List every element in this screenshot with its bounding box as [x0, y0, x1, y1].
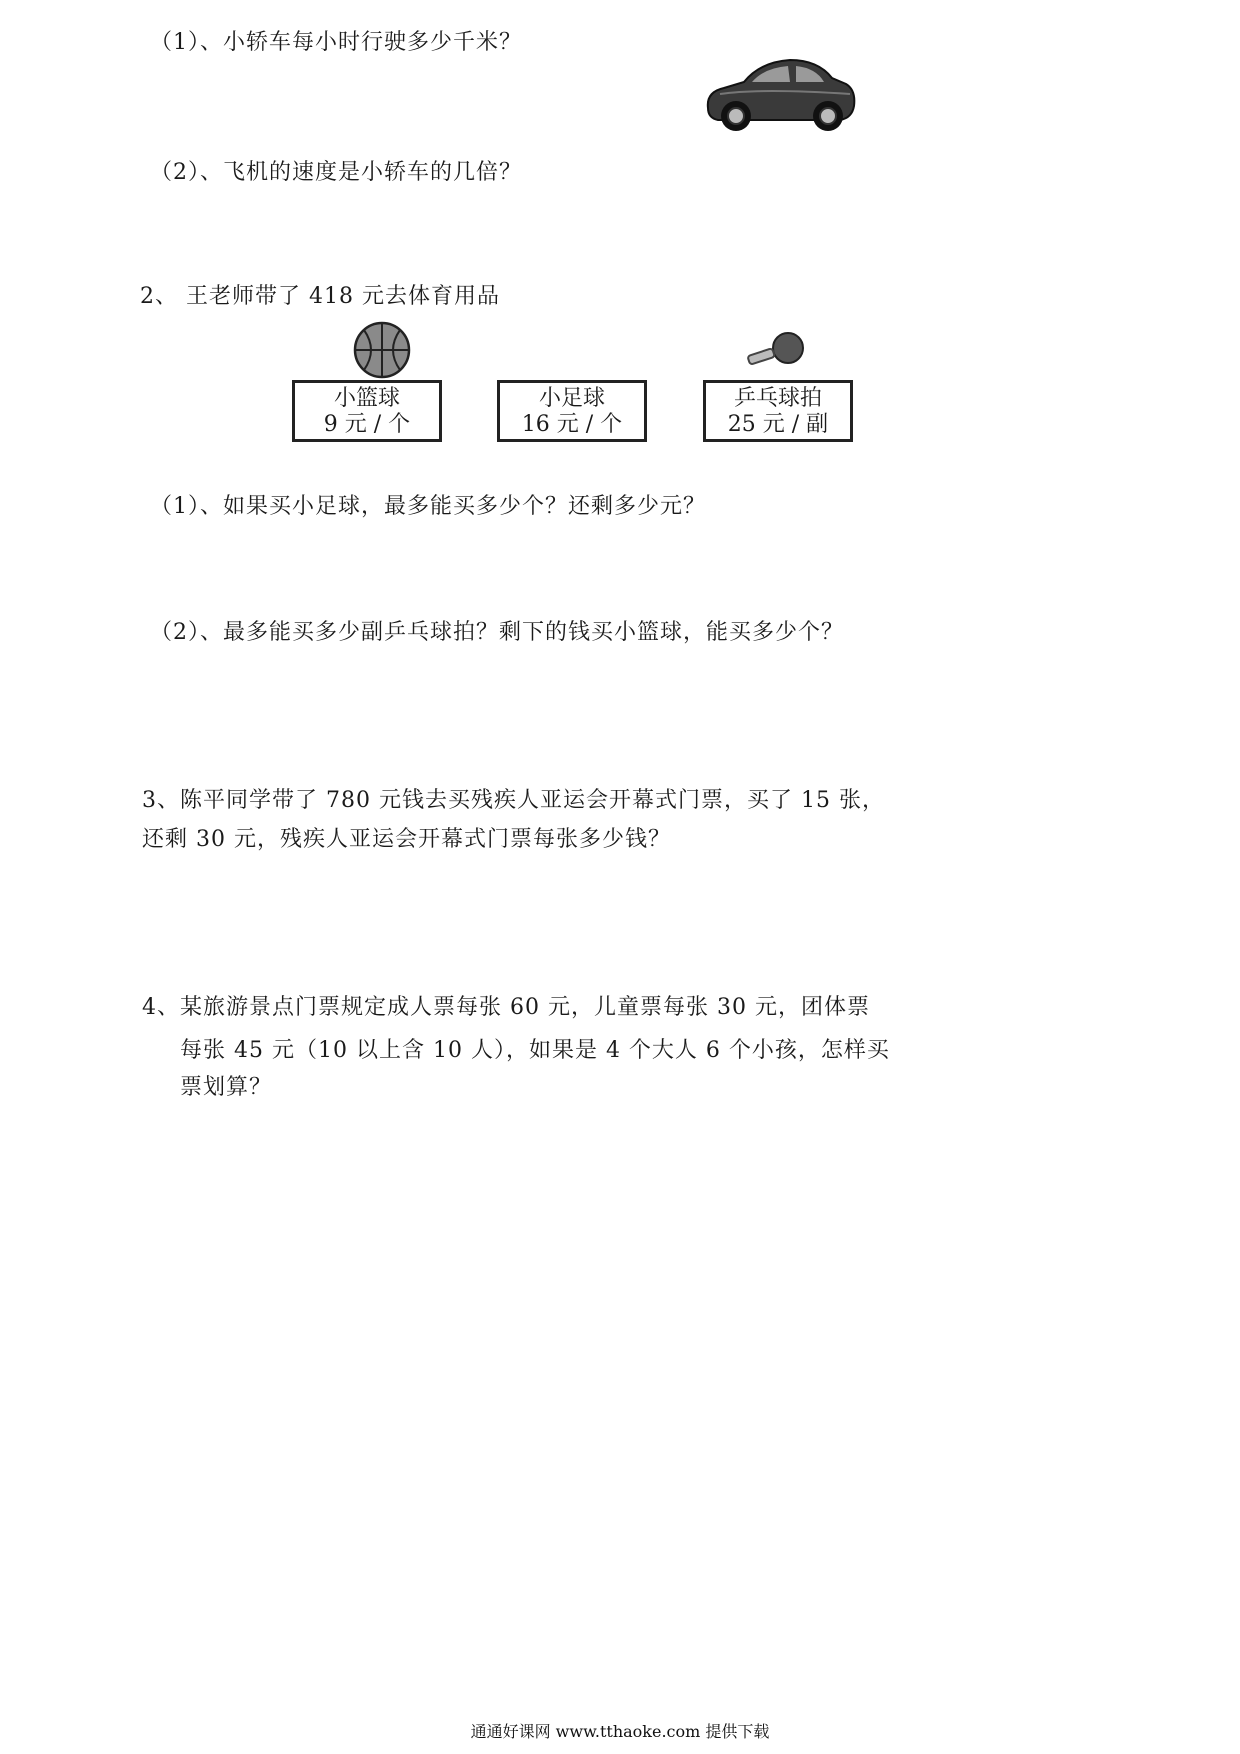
question-3-line-1: 3、陈平同学带了 780 元钱去买残疾人亚运会开幕式门票，买了 15 张， [142, 788, 885, 813]
question-1-2: （2）、飞机的速度是小轿车的几倍？ [150, 160, 522, 185]
item-price: 16 元 / 个 [521, 412, 623, 437]
item-name: 小足球 [538, 386, 605, 411]
basketball-icon [352, 320, 412, 380]
question-1-1: （1）、小轿车每小时行驶多少千米？ [150, 30, 522, 55]
question-4-line-2: 每张 45 元（10 以上含 10 人），如果是 4 个大人 6 个小孩，怎样买 [180, 1038, 890, 1063]
item-name: 乒乓球拍 [733, 386, 822, 411]
ping-pong-paddle-icon [744, 330, 806, 370]
price-card-basketball [292, 380, 442, 442]
question-2-1: （1）、如果买小足球，最多能买多少个？还剩多少元？ [150, 494, 706, 519]
price-card-paddle [703, 380, 853, 442]
question-4-line-3: 票划算？ [180, 1075, 273, 1100]
item-name: 小篮球 [333, 386, 400, 411]
car-icon [700, 48, 860, 134]
question-3-line-2: 还剩 30 元，残疾人亚运会开幕式门票每张多少钱？ [142, 827, 671, 852]
item-price: 9 元 / 个 [323, 412, 411, 437]
question-4-line-1: 4、某旅游景点门票规定成人票每张 60 元，儿童票每张 30 元，团体票 [142, 995, 870, 1020]
price-card-football [497, 380, 647, 442]
footer-credit: 通通好课网 www.tthaoke.com 提供下载 [470, 1722, 770, 1741]
question-2-intro: 2、 王老师带了 418 元去体育用品 [140, 284, 500, 309]
item-price: 25 元 / 副 [727, 412, 829, 437]
question-2-2: （2）、最多能买多少副乒乓球拍？剩下的钱买小篮球，能买多少个？ [150, 620, 844, 645]
